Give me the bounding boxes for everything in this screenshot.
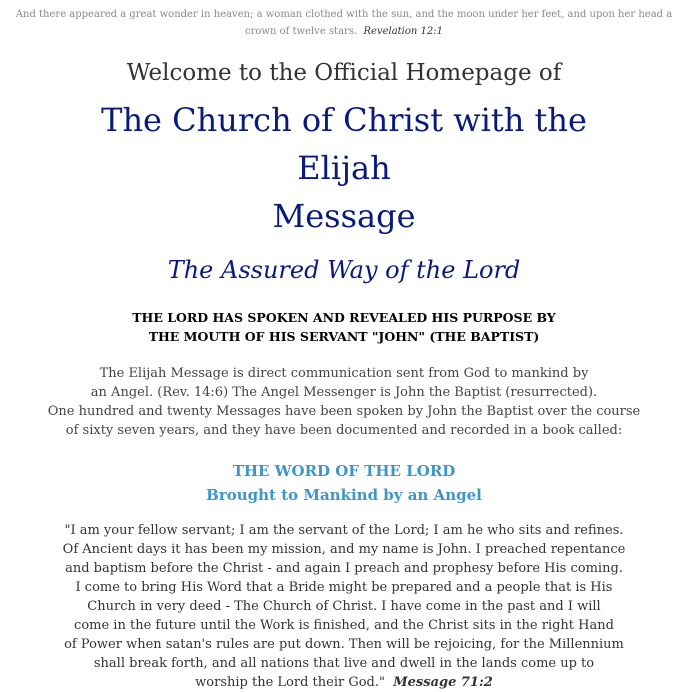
book-title-block xyxy=(0,459,688,507)
quote-line: "I am your fellow servant; I am the servant of the Lord; I am he who sits and refines. xyxy=(64,523,624,538)
quote-line: worship the Lord their God." xyxy=(195,675,385,690)
quote-citation: Message 71:2 xyxy=(393,675,493,690)
scripture-verse xyxy=(0,0,688,40)
church-name-line: The Church of Christ with the Elijah xyxy=(101,101,587,187)
proclamation-line: THE LORD HAS SPOKEN AND REVEALED HIS PURPOSE BY xyxy=(132,310,556,325)
quote-line: and baptism before the Christ - and again I preach and prophesy before His coming. xyxy=(65,561,623,576)
quote-line: I come to bring His Word that a Bride might be prepared and a people that is His xyxy=(75,580,613,595)
intro-line: of sixty seven years, and they have been documented and recorded in a book called: xyxy=(65,423,623,438)
church-name-heading xyxy=(60,96,628,240)
verse-reference: Revelation 12:1 xyxy=(363,26,443,37)
quote-line: come in the future until the Work is finished, and the Christ sits in the right Hand xyxy=(74,618,614,633)
quote-line-final xyxy=(0,673,688,692)
message-quote xyxy=(0,521,688,692)
quote-line: Of Ancient days it has been my mission, and my name is John. I preached repentance xyxy=(62,542,626,557)
book-subtitle: Brought to Mankind by an Angel xyxy=(206,486,482,504)
book-title: THE WORD OF THE LORD xyxy=(232,462,456,480)
quote-line: shall break forth, and all nations that live and dwell in the lands come up to xyxy=(93,656,595,671)
intro-paragraph xyxy=(0,364,688,440)
intro-line: an Angel. (Rev. 14:6) The Angel Messenger is John the Baptist (resurrected). xyxy=(90,385,598,400)
intro-line: The Elijah Message is direct communication sent from God to mankind by xyxy=(99,366,589,381)
proclamation xyxy=(0,308,688,346)
proclamation-line: THE MOUTH OF HIS SERVANT "JOHN" (THE BAPTIST) xyxy=(148,329,540,344)
welcome-heading: Welcome to the Official Homepage of xyxy=(126,60,562,86)
church-name-line: Message xyxy=(272,197,416,235)
intro-line: One hundred and twenty Messages have been spoken by John the Baptist over the course xyxy=(47,404,641,419)
quote-line: Church in very deed - The Church of Christ. I have come in the past and I will xyxy=(87,599,601,614)
quote-line: of Power when satan's rules are put down. Then will be rejoicing, for the Millennium xyxy=(64,637,624,652)
verse-text: And there appeared a great wonder in heaven; a woman clothed with the sun, and the moon under her feet, and upon her head a crown of twelve stars. xyxy=(15,9,673,37)
tagline: The Assured Way of the Lord xyxy=(167,256,521,284)
